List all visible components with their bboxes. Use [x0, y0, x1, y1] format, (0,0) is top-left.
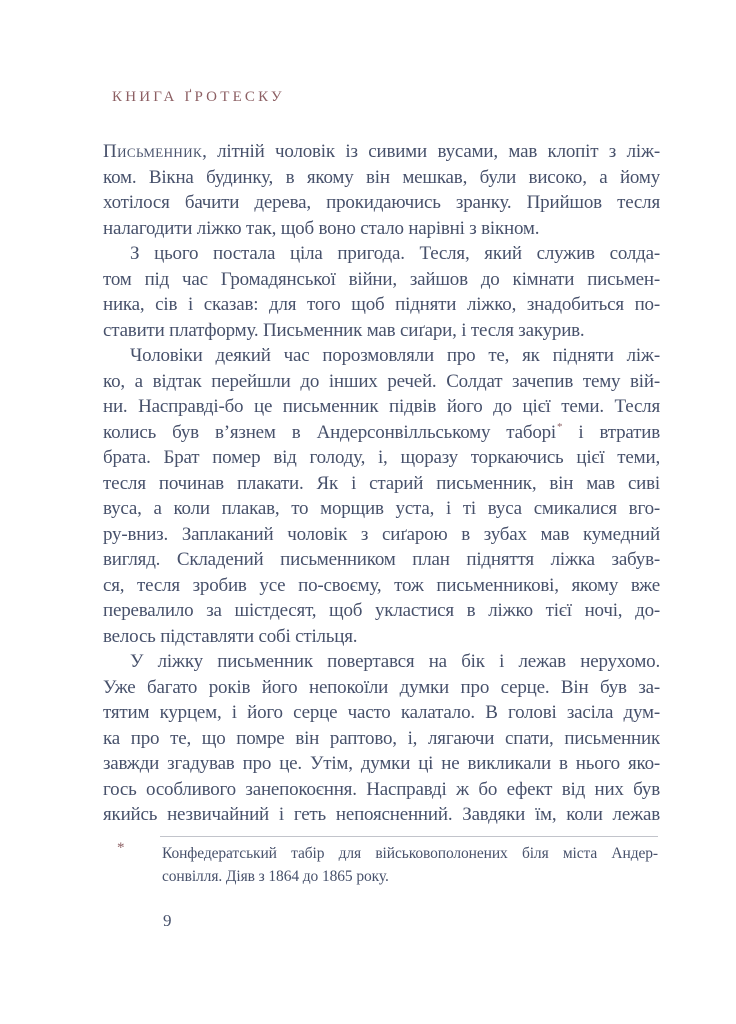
- footnote-reference: *: [557, 421, 563, 434]
- lead-word-small-caps: Письменник: [103, 141, 203, 162]
- text-line: ставити платформу. Письменник мав сиґари, і тесля закурив.: [103, 319, 585, 341]
- text-line: ком. Вікна будинку, в якому він мешкав, були високо, а йому: [103, 166, 660, 188]
- footnote-marker: *: [117, 840, 125, 856]
- text-line: Чоловіки деякий час порозмовляли про те, як підняти ліж-: [130, 345, 660, 366]
- body-text: [103, 139, 660, 828]
- paragraph: [103, 343, 660, 649]
- text-line: тятим курцем, і його серце часто калатало. В голові засіла дум-: [103, 702, 660, 723]
- text-line: вигляд. Складений письменником план підняття ліжка забув-: [103, 549, 660, 570]
- text-line: тесля починав плакати. Як і старий письменник, він мав сиві: [103, 472, 660, 494]
- text-line: налагодити ліжко так, щоб воно стало нарівні з вікном.: [103, 217, 540, 239]
- text-line: завжди згадував про це. Утім, думки ці не викликали в нього яко-: [103, 753, 660, 774]
- footnote-rule: [160, 836, 658, 837]
- text-line: перевалило за шістдесят, щоб укластися в ліжко тієї ночі, до-: [103, 600, 660, 621]
- text-line: хотілося бачити дерева, прокидаючись зранку. Прийшов тесля: [103, 192, 660, 213]
- text-line: том під час Громадянської війни, зайшов до кімнати письмен-: [103, 268, 660, 290]
- footnote-text: [162, 843, 658, 888]
- text-line: З цього постала ціла пригода. Тесля, який служив солда-: [130, 243, 660, 264]
- text-line: якийсь незвичайний і геть непоясненний. Завдяки їм, коли лежав: [103, 804, 660, 825]
- text-line: ни. Насправді-бо це письменник підвів його до цієї теми. Тесля: [103, 396, 660, 417]
- text-line: ру-вниз. Заплаканий чоловік з сиґарою в зубах мав кумедний: [103, 523, 660, 545]
- text-line: вуса, а коли плакав, то морщив уста, і ті вуса смикалися вго-: [103, 498, 660, 519]
- text-line: Уже багато років його непокоїли думки про серце. Він був за-: [103, 676, 660, 698]
- text-line: ка про те, що помре він раптово, і, лягаючи спати, письменник: [103, 727, 660, 749]
- text-line: Письменник, літній чоловік із сивими вусами, мав клопіт з ліж-: [103, 141, 660, 162]
- footnote-line: сонвілля. Діяв з 1864 до 1865 року.: [162, 867, 389, 885]
- paragraph: [103, 139, 660, 241]
- footnote-line: Конфедератський табір для військовополонених біля міста Андер-: [162, 845, 658, 862]
- page-number: 9: [163, 911, 172, 930]
- paragraph: [103, 649, 660, 828]
- text-line: У ліжку письменник повертався на бік і лежав нерухомо.: [130, 651, 660, 672]
- text-line: ся, тесля зробив усе по-своєму, тож письменникові, якому вже: [103, 574, 660, 596]
- paragraph: [103, 241, 660, 343]
- chapter-title: КНИГА ҐРОТЕСКУ: [112, 89, 285, 105]
- text-line: ника, сів і сказав: для того щоб підняти ліжко, знадобиться по-: [103, 294, 660, 315]
- text-line: гось особливого занепокоєння. Насправді ж бо ефект від них був: [103, 778, 660, 800]
- text-line: велось підставляти собі стільця.: [103, 625, 358, 647]
- text-line: ко, а відтак перейшли до інших речей. Солдат зачепив тему вій-: [103, 370, 660, 392]
- text-line: брата. Брат помер від голоду, і, щоразу торкаючись цієї теми,: [103, 447, 660, 468]
- text-line: колись був в’язнем в Андерсонвілльському таборі* і втратив: [103, 421, 660, 443]
